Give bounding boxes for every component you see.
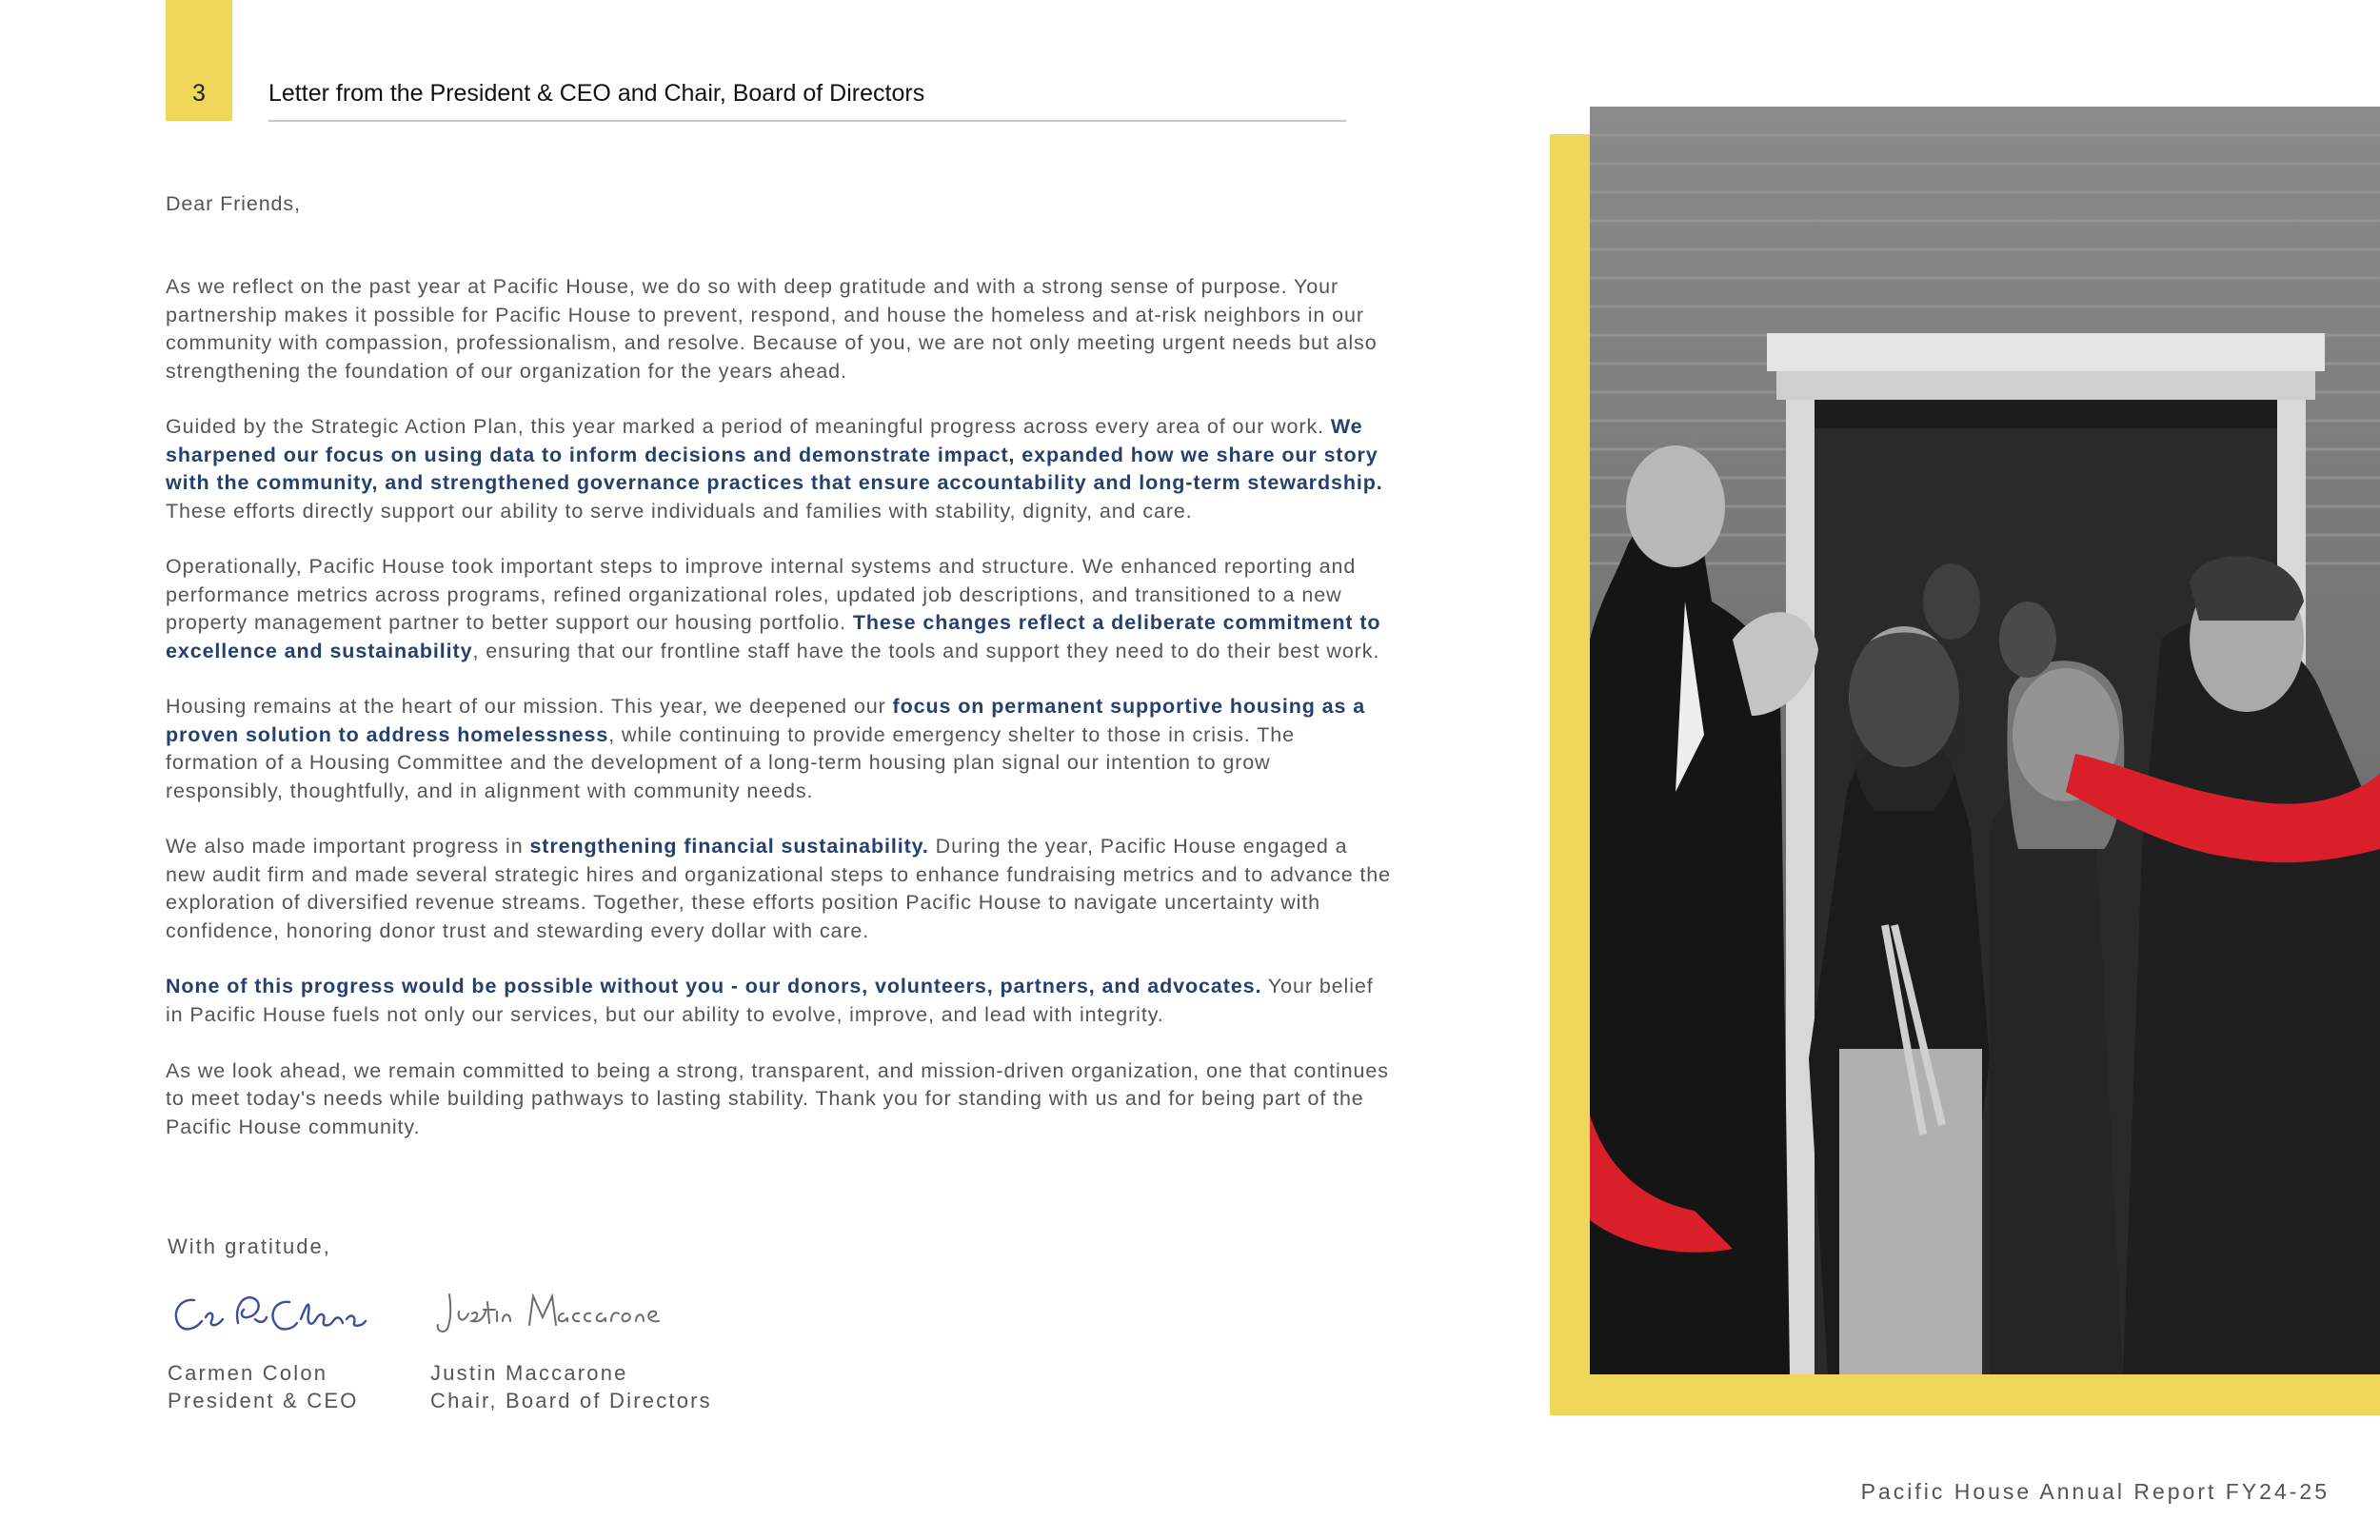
paragraph-emphasis: focus on permanent supportive housing as a proven solution to address homelessness	[166, 695, 1366, 746]
paragraph-text: Operationally, Pacific House took important steps to improve internal systems and structure. We enhanced reporting and performance metrics across programs, refined organizational roles, updated job descriptions, and transitioned to a new property management partner to better support our housing portfolio.	[166, 555, 1357, 635]
paragraph-emphasis: These changes reflect a deliberate commitment to excellence and sustainability	[166, 611, 1381, 662]
paragraph-text: Your belief in Pacific House fuels not only our services, but our ability to evolve, improve, and lead with integrity.	[166, 975, 1374, 1026]
signature-block-chair	[430, 1285, 712, 1414]
ribbon-cutting-photo	[1590, 107, 2380, 1374]
signatory-name: Carmen Colon	[168, 1361, 328, 1385]
page-title: Letter from the President & CEO and Chair, Board of Directors	[268, 80, 925, 107]
photo-illustration	[1590, 107, 2380, 1374]
page-number: 3	[192, 80, 206, 107]
letter-paragraph-3	[166, 553, 1394, 665]
signatory-role: Chair, Board of Directors	[430, 1389, 712, 1412]
letter-paragraph-6	[166, 973, 1394, 1029]
paragraph-text: We also made important progress in	[166, 835, 530, 859]
letter-paragraph-2	[166, 413, 1394, 525]
signature-block-ceo	[168, 1285, 377, 1414]
signature-justin-maccarone	[430, 1285, 678, 1342]
signature-carmen-colon	[168, 1285, 377, 1342]
paragraph-emphasis: strengthening financial sustainability.	[529, 835, 929, 859]
letter-greeting: Dear Friends,	[166, 192, 301, 215]
letter-paragraph-7: As we look ahead, we remain committed to being a strong, transparent, and mission-driven organization, one that continues to meet today's needs while building pathways to lasting stability. Thank you for standing with us and for being part of the Pacific House community.	[166, 1058, 1389, 1138]
paragraph-text: During the year, Pacific House engaged a new audit firm and made several strategic hires and organizational steps to enhance fundraising metrics and to advance the exploration of diversified revenue streams. Together, these efforts position Pacific House to navigate uncertainty with confidence, honoring donor trust and stewarding every dollar with care.	[166, 835, 1392, 942]
page-footer: Pacific House Annual Report FY24-25	[1860, 1479, 2330, 1504]
paragraph-text: Guided by the Strategic Action Plan, this year marked a period of meaningful progress across every area of our work.	[166, 415, 1331, 439]
letter-paragraph-5	[166, 833, 1394, 945]
signatory-role: President & CEO	[168, 1389, 359, 1412]
letter-body	[166, 190, 1394, 1169]
paragraph-emphasis: We sharpened our focus on using data to inform decisions and demonstrate impact, expanded how we share our story with the community, and strengthened governance practices that ensure accountability and long-term stewardship.	[166, 415, 1383, 495]
signatory-name: Justin Maccarone	[430, 1361, 628, 1385]
title-divider	[268, 120, 1346, 122]
letter-closing: With gratitude,	[168, 1234, 331, 1258]
paragraph-text: Housing remains at the heart of our mission. This year, we deepened our	[166, 695, 893, 719]
paragraph-text: , while continuing to provide emergency shelter to those in crisis. The formation of a Housing Committee and the development of a long-term housing plan signal our intention to grow responsibly, thoughtfully, and in alignment with community needs.	[166, 722, 1296, 802]
paragraph-text: , ensuring that our frontline staff have the tools and support they need to do their best work.	[472, 639, 1380, 662]
letter-paragraph-4	[166, 693, 1394, 805]
letter-paragraph-1: As we reflect on the past year at Pacific House, we do so with deep gratitude and with a strong sense of purpose. Your partnership makes it possible for Pacific House to prevent, respond, and house the homeless and at-risk neighbors in our community with compassion, professionalism, and resolve. Because of you, we are not only meeting urgent needs but also strengthening the foundation of our organization for the years ahead.	[166, 275, 1378, 383]
paragraph-emphasis: None of this progress would be possible without you - our donors, volunteers, partners, and advocates.	[166, 975, 1262, 998]
paragraph-text: These efforts directly support our ability to serve individuals and families with stability, dignity, and care.	[166, 499, 1193, 523]
